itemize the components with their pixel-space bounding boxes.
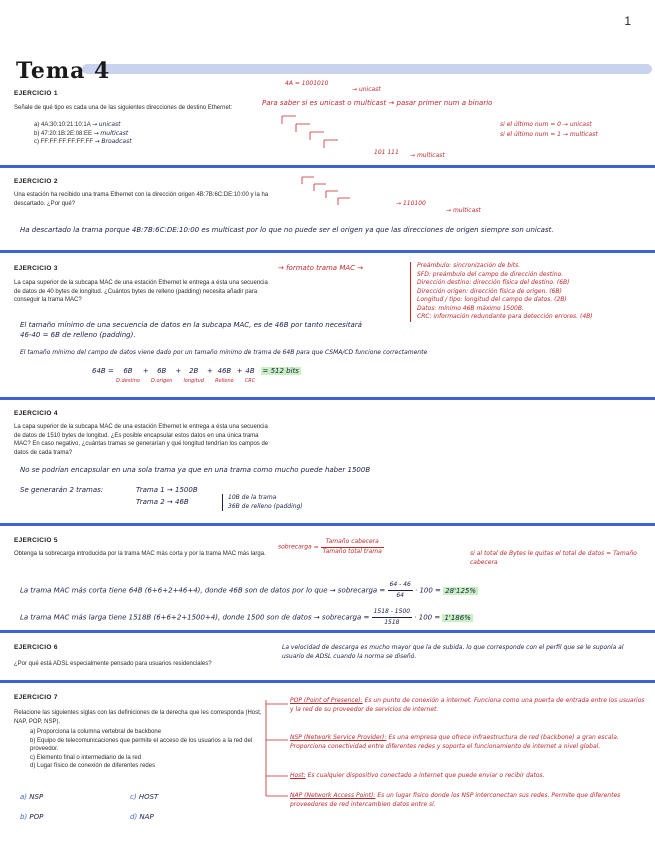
ex5-short-mult: · 100 = [415, 586, 441, 595]
page-number: 1 [624, 14, 631, 28]
ex7-def-nsp: NSP (Network Service Provider): Es una empresa que ofrece infraestructura de red (backbone) a gran escala. Proporciona conectividad entre diferentes redes y soporta el funcionamiento de internet a nivel global. [290, 734, 619, 750]
title-highlight-bar [82, 64, 652, 74]
ex4-frame-2-padding: 36B de relleno (padding) [228, 502, 303, 510]
ex3-field: Longitud / tipo: longitud del campo de datos. (2B) [417, 296, 567, 303]
ex5-short-result: 28'125% [445, 586, 476, 595]
ex2-answer: Ha descartado la trama porque 4B:7B:6C:DE:10:00 es multicast por lo que no puede ser el origen ya que las direcciones de origen siempre son unicast. [20, 226, 554, 234]
ex5-formula-den: Tamaño total trama [322, 547, 382, 555]
ex3-field: CRC: información redundante para detección errores. (4B) [417, 313, 593, 320]
ex7-choice-d: NAP [139, 813, 154, 821]
divider-6 [0, 680, 655, 683]
ex4-frame-2-data: 10B de la trama [228, 494, 277, 501]
ex7-choice-c: HOST [138, 793, 159, 801]
ex7-def-host: Host: Es cualquier dispositivo conectado a internet que puede enviar o recibir datos. [290, 772, 545, 779]
ex7-question: Relacione las siguientes siglas con las definiciones de la derecha que les corresponda (Host, NAP, POP, NSP). [14, 710, 262, 725]
ex2-question: Una estación ha recibido una trama Ethernet con la dirección origen 4B:7B:6C:DE:10:00 y la ha descartado. ¿Por qué? [14, 192, 269, 207]
ex7-list-item: d) Lugar físico de conexión de diferentes redes [30, 763, 156, 769]
ex3-question: La capa superior de la subcapa MAC de una estación Ethernet le entrega a ésta una secuencia de datos de 40 bytes de longitud. ¿Cuántos bytes de relleno (padding) necesita añadir para conseguir la trama MAC? [14, 280, 268, 303]
ex3-eq-lhs: 64B = [92, 367, 114, 375]
ex3-eq-term: 6B D.origen [151, 367, 173, 384]
ex3-eq-term: 6B D.destino [116, 367, 140, 384]
divider-3 [0, 397, 655, 400]
ex5-short-num: 64 - 46 [388, 580, 413, 591]
ex4-frame-2-breakdown [222, 494, 303, 511]
divider-5 [0, 630, 655, 633]
ex1-rule-multicast: si el último num = 1 → multicast [500, 131, 598, 138]
ex5-long-num: 1518 - 1500 [372, 607, 413, 618]
ex1-division-result: 101 111 [374, 149, 399, 156]
ex5-question: Obtenga la sobrecarga introducida por la trama MAC más corta y por la trama MAC más larga. [14, 551, 266, 557]
ex4-question: La capa superior de la subcapa MAC de una estación Ethernet le entrega a ésta una secuencia de datos de 1510 bytes de longitud. ¿Es posible encapsular estos datos en una única trama MAC? En caso negativo, ¿cuántas tramas se generarían y qué longitud tendrían los campos de datos de cada trama? [14, 424, 269, 456]
ex4-heading: EJERCICIO 4 [14, 410, 58, 417]
ex7-def-nap: NAP (Network Access Point): Es un lugar físico donde los NSP interconectan sus redes. Permite que diferentes proveedores de red intercambien datos entre sí. [290, 792, 621, 808]
ex2-division-result: 110100 [402, 200, 426, 207]
ex7-heading: EJERCICIO 7 [14, 694, 58, 701]
ex6-heading: EJERCICIO 6 [14, 644, 58, 651]
ex5-short-line [20, 580, 650, 601]
ex5-formula-lhs: sobrecarga = [278, 543, 319, 551]
ex5-formula [278, 538, 384, 556]
ex7-choice-b: POP [29, 813, 44, 821]
ex3-formato-label: formato trama MAC [286, 264, 356, 272]
page-title: Tema 4 [16, 58, 111, 84]
ex6-answer: La velocidad de descarga es mucho mayor que la de subida, lo que corresponde con el perfil que se le suponía al usuario de ADSL cuando la norma se diseñó. [282, 644, 624, 660]
ex7-list-item: c) Elemento final o intermediario de la red [30, 754, 142, 761]
ex7-list [30, 728, 275, 771]
ex3-field: SFD: preámbulo del campo de dirección destino. [417, 270, 564, 278]
divider-1 [0, 165, 655, 168]
ex3-eq-term: 4B CRC [244, 367, 256, 384]
ex3-fields-list [410, 262, 650, 322]
ex5-long-result: 1'186% [444, 613, 471, 622]
ex1-question: Señale de qué tipo es cada una de las siguientes direcciones de destino Ethernet: [14, 105, 233, 111]
ex1-rule-unicast: si el último num = 0 → unicast [500, 121, 592, 128]
ex1-division-label: multicast [416, 152, 445, 159]
ex3-field: Preámbulo: sincronización de bits. [417, 262, 521, 269]
ex4-frames-intro: Se generarán 2 tramas: [20, 486, 104, 494]
ex1-item-c-answer: Broadcast [101, 138, 132, 145]
ex3-answer-2: El tamaño mínimo del campo de datos viene dado por un tamaño mínimo de trama de 64B para que CSMA/CD funcione correctamente [20, 349, 428, 356]
ex2-division-sketch [300, 172, 410, 212]
ex7-choices: a) NSP c) HOST b) POP d) NAP [20, 793, 159, 821]
ex3-eq-result: = 512 bits [262, 367, 299, 375]
ex5-formula-num: Tamaño cabecera [321, 538, 384, 548]
ex3-heading: EJERCICIO 3 [14, 265, 58, 272]
ex5-long-text: La trama MAC más larga tiene 1518B (6+6+2+1500+4), donde 1500 son de datos → sobrecarga = [20, 613, 370, 622]
ex3-field: Datos: mínimo 46B máximo 1500B. [417, 304, 524, 312]
ex5-heading: EJERCICIO 5 [14, 537, 58, 544]
ex2-division-label: multicast [452, 207, 481, 214]
ex5-long-den: 1518 [384, 619, 400, 626]
ex7-choice-a: NSP [29, 793, 44, 801]
ex5-long-line [20, 607, 650, 628]
ex2-heading: EJERCICIO 2 [14, 178, 58, 185]
ex1-item-a-label: a) 4A:30:10:21:10:1A [34, 122, 91, 128]
ex3-answer-1: El tamaño mínimo de una secuencia de datos en la subcapa MAC, es de 46B por tanto necesitará 46-40 = 6B de relleno (padding). [20, 321, 362, 339]
ex1-item-b-answer: multicast [100, 129, 129, 137]
ex4-frame-1: Trama 1 → 1500B [136, 486, 198, 494]
ex4-frame-2: Trama 2 → 46B [136, 498, 189, 506]
ex7-list-item: a) Proporciona la columna vertebral de backbone [30, 729, 162, 735]
ex1-item-c-label: c) FF:FF:FF:FF:FF:FF [34, 139, 93, 145]
ex3-field: Dirección destino: dirección física del destino. (6B) [417, 279, 570, 286]
ex1-items: a) 4A:30:10:21:10:1A → unicast b) 47:20:1B:2E:08:EE → multicast c) FF:FF:FF:FF:FF:FF → Broadcast [34, 121, 132, 145]
ex1-heading: EJERCICIO 1 [14, 90, 58, 97]
ex3-eq-term: 46B Relleno [215, 367, 234, 384]
ex5-long-mult: · 100 = [414, 613, 441, 622]
ex4-answer: No se podrían encapsular en una sola trama ya que en una trama como mucho puede haber 1500B [20, 466, 371, 474]
ex1-item-a-answer: unicast [98, 121, 121, 128]
ex7-list-item: b) Equipo de telecomunicaciones que permite el acceso de los usuarios a la red del proveedor. [30, 737, 253, 752]
ex6-question: ¿Por qué está ADSL especialmente pensado para usuarios residenciales? [14, 661, 212, 667]
ex5-note: si al total de Bytes le quitas el total de datos = Tamaño cabecera [470, 550, 637, 566]
ex3-eq-term: 2B longitud [183, 367, 204, 384]
ex1-hex-note: 4A = 1001010 [285, 80, 329, 87]
ex1-item-b-label: b) 47:20:1B:2E:08:EE [34, 130, 93, 137]
ex1-rule-note: Para saber si es unicast o multicast → pasar primer num a binario [262, 99, 493, 107]
divider-2 [0, 250, 655, 253]
ex7-connector-lines [262, 700, 292, 800]
divider-4 [0, 523, 655, 526]
ex7-def-pop: POP (Point of Presence): Es un punto de conexión a internet. Funciona como una puerta de entrada entre los usuarios y la red de su proveedor de servicios de internet. [290, 697, 645, 713]
ex3-equation: 64B = 6B D.destino + 6B D.origen + 2B longitud + 46B Relleno + 4B CRC = 512 bits [92, 367, 299, 384]
ex5-short-den: 64 [396, 592, 404, 599]
ex3-field: Dirección origen: dirección física de origen. (6B) [417, 287, 562, 295]
ex1-hex-result: unicast [358, 86, 381, 93]
ex5-short-text: La trama MAC más corta tiene 64B (6+6+2+46+4), donde 46B son de datos por lo que → sobrecarga = [20, 586, 386, 595]
